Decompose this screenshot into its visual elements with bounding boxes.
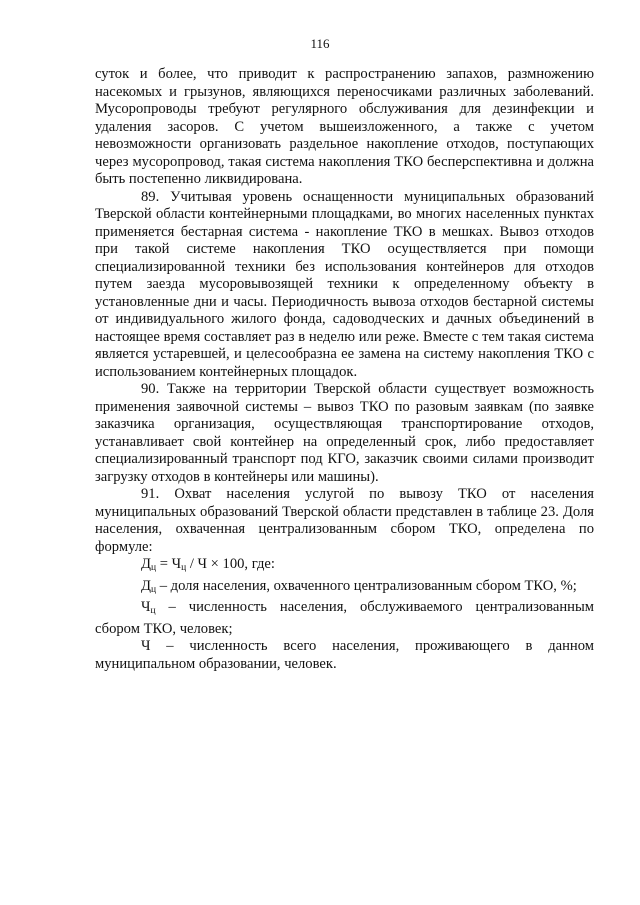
formula-d-symbol: Д [141, 556, 151, 572]
page-number: 116 [310, 36, 330, 51]
definition-chc-text: – численность населения, обслуживаемого централизованным сбором ТКО, человек; [95, 599, 594, 637]
definition-d-text: – доля населения, охваченного централизованным сбором ТКО, %; [156, 577, 577, 594]
formula-ch-subscript: ц [181, 563, 187, 573]
definition-chc-subscript: ц [150, 606, 156, 616]
paragraph-89: 89. Учитывая уровень оснащенности муниципальных образований Тверской области контейнерными площадками, во многих населенных пунктах применяется бестарная система - накопление ТКО в мешках. Вывоз отходов при такой системе накопления ТКО осуществляется при помощи специализированной техники без использования контейнеров для отходов путем заезда мусоровывозящей техники к определенному объекту в установленные дни и часы. Периодичность вывоза отходов бестарной системы от индивидуального жилого фонда, садоводческих и дачных объединений в настоящее время составляет раз в неделю или реже. Вместе с тем такая система является устаревшей, и целесообразна ее замена на систему накопления ТКО с использованием контейнерных площадок. [95, 188, 594, 380]
formula-rest: / Ч × 100, где: [186, 556, 275, 572]
definition-chc [95, 599, 594, 638]
definition-d-symbol: Д [141, 577, 151, 594]
paragraph-91: 91. Охват населения услугой по вывозу ТКО от населения муниципальных образований Тверской области представлен в таблице 23. Доля населения, охваченная централизованным сбором ТКО, определена по формуле: [95, 486, 594, 555]
paragraph-continued: суток и более, что приводит к распространению запахов, размножению насекомых и грызунов, являющихся переносчиками различных заболеваний. Мусоропроводы требуют регулярного обслуживания для дезинфекции и удаления засоров. С учетом вышеизложенного, а также с учетом невозможности организовать раздельное накопление отходов, поступающих через мусоропровод, такая система накопления ТКО бесперспективна и должна быть постепенно ликвидирована. [95, 66, 594, 187]
formula [95, 556, 594, 578]
definition-d-subscript: ц [150, 584, 157, 595]
document-body [95, 66, 594, 673]
definition-ch: Ч – численность всего населения, проживающего в данном муниципальном образовании, человек. [95, 638, 594, 672]
paragraph-90: 90. Также на территории Тверской области существует возможность применения заявочной системы – вывоз ТКО по разовым заявкам (по заявке заказчика организация, осуществляющая транспортирование отходов, устанавливает свой контейнер на определенный срок, либо предоставляет специализированный транспорт под КГО, заказчик своими силами производит загрузку отходов в контейнеры или машины). [95, 381, 594, 485]
formula-equals: = Ч [156, 556, 182, 572]
formula-d-subscript: ц [150, 563, 157, 573]
definition-d [95, 578, 594, 600]
definition-chc-symbol: Ч [141, 599, 151, 615]
